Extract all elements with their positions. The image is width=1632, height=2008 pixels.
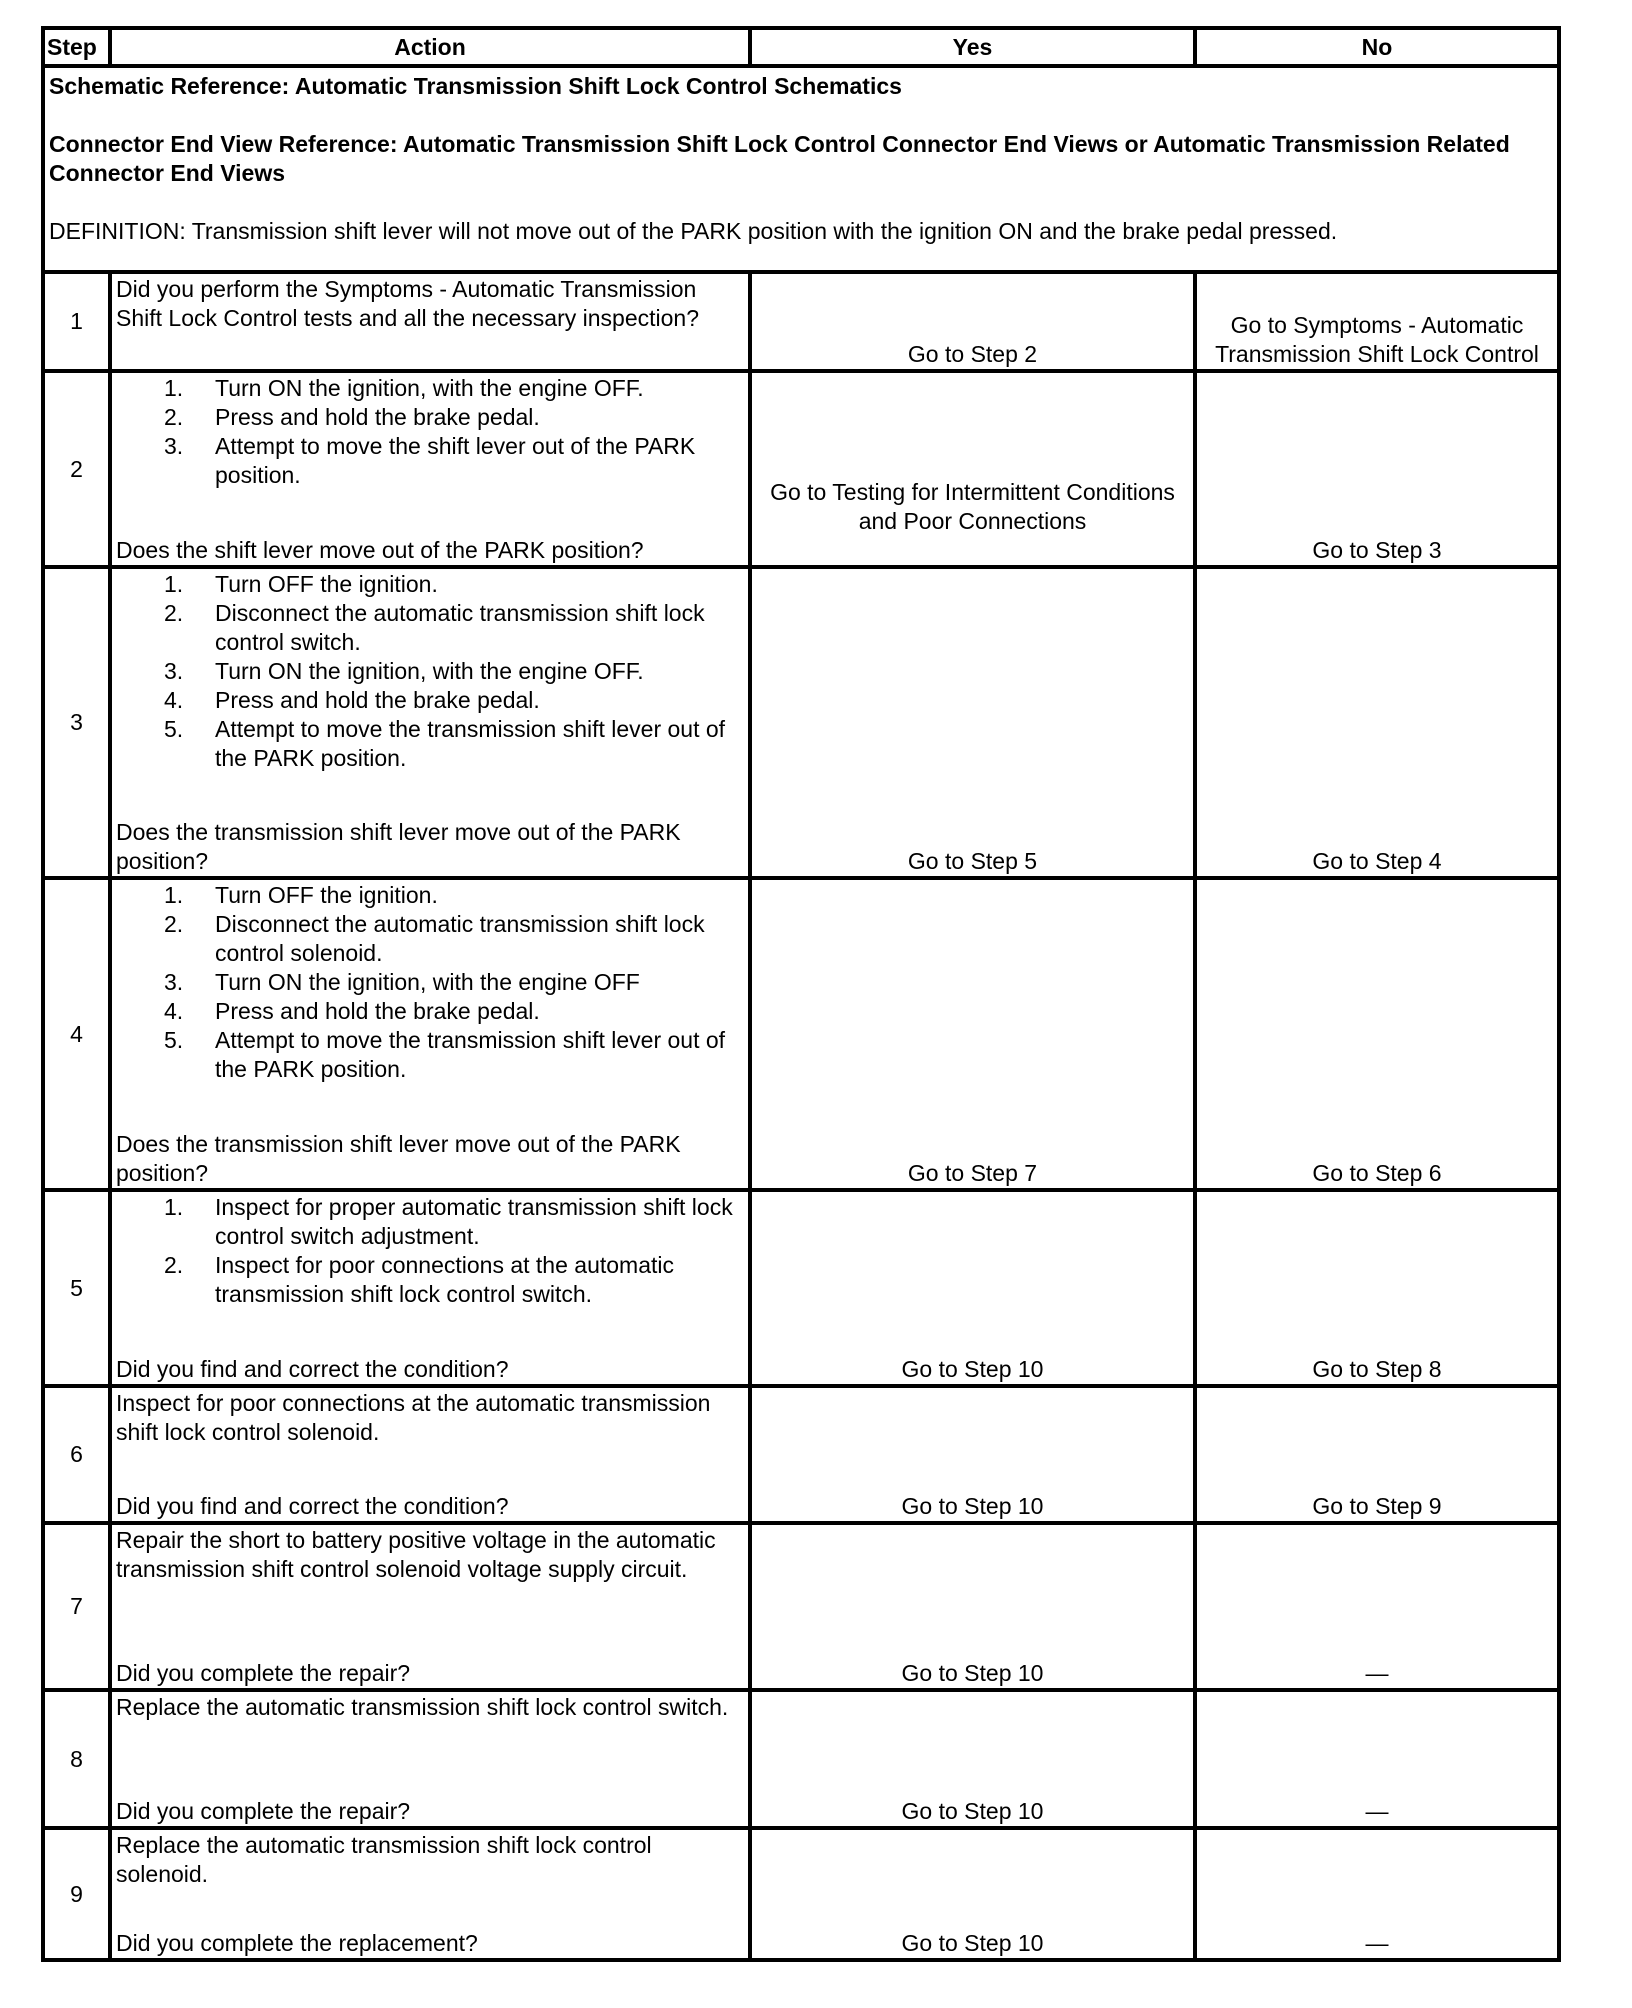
schematic-reference: Schematic Reference: Automatic Transmission Shift Lock Control Schematics: [49, 73, 902, 99]
step-row: [43, 1190, 1559, 1386]
step-number: 6: [43, 1386, 110, 1523]
action-list-item: [116, 1193, 744, 1251]
action-intro: Repair the short to battery positive voltage in the automatic transmission shift control solenoid voltage supply circuit.: [116, 1527, 716, 1582]
list-number: 2.: [164, 600, 184, 626]
action-instructions: [116, 1389, 744, 1447]
list-text: Turn OFF the ignition.: [215, 882, 438, 908]
no-result: Go to Step 9: [1195, 1386, 1559, 1523]
list-number: 5.: [164, 1027, 184, 1053]
list-number: 3.: [164, 969, 184, 995]
yes-result: Go to Step 10: [750, 1690, 1195, 1828]
action-content: [116, 1389, 744, 1521]
yes-result: Go to Step 10: [750, 1523, 1195, 1690]
action-cell: [110, 1386, 750, 1523]
action-list-item: [116, 910, 744, 968]
header-no: No: [1195, 28, 1559, 66]
action-instructions: [116, 1193, 744, 1309]
action-question: Did you complete the replacement?: [116, 1930, 478, 1956]
action-cell: [110, 1690, 750, 1828]
definition: DEFINITION: Transmission shift lever will not move out of the PARK position with the ignition ON and the brake pedal pressed.: [49, 218, 1338, 244]
action-list-item: [116, 881, 744, 910]
step-number: 2: [43, 371, 110, 567]
step-row: [43, 371, 1559, 567]
action-cell: [110, 1190, 750, 1386]
list-number: 1.: [164, 375, 184, 401]
header-yes: Yes: [750, 28, 1195, 66]
header-row: [43, 28, 1559, 66]
yes-result: Go to Step 10: [750, 1386, 1195, 1523]
action-content: [116, 881, 744, 1188]
step-number: 1: [43, 272, 110, 371]
reference-cell: [43, 66, 1559, 272]
list-text: Press and hold the brake pedal.: [215, 404, 540, 430]
list-text: Turn ON the ignition, with the engine OFF.: [215, 658, 644, 684]
action-list-item: [116, 686, 744, 715]
action-question: Did you complete the repair?: [116, 1798, 411, 1824]
action-list-item: [116, 1026, 744, 1084]
list-number: 4.: [164, 687, 184, 713]
list-text: Press and hold the brake pedal.: [215, 998, 540, 1024]
step-number: 9: [43, 1828, 110, 1960]
action-cell: [110, 878, 750, 1190]
action-intro: Replace the automatic transmission shift lock control switch.: [116, 1694, 729, 1720]
action-cell: [110, 371, 750, 567]
action-instructions: [116, 881, 744, 1084]
action-instructions: [116, 1526, 744, 1584]
action-instructions: [116, 374, 744, 490]
action-list: [116, 881, 744, 1084]
no-result: —: [1195, 1523, 1559, 1690]
step-number: 8: [43, 1690, 110, 1828]
yes-result: Go to Step 2: [750, 272, 1195, 371]
yes-result: Go to Testing for Intermittent Conditions and Poor Connections: [750, 371, 1195, 567]
step-number: 7: [43, 1523, 110, 1690]
action-content: [116, 275, 744, 369]
no-result: Go to Step 6: [1195, 878, 1559, 1190]
list-text: Turn OFF the ignition.: [215, 571, 438, 597]
list-text: Inspect for poor connections at the automatic transmission shift lock control switch.: [215, 1252, 674, 1307]
action-content: [116, 1193, 744, 1384]
list-text: Inspect for proper automatic transmission shift lock control switch adjustment.: [215, 1194, 733, 1249]
action-cell: [110, 1828, 750, 1960]
action-list-item: [116, 570, 744, 599]
yes-result: Go to Step 10: [750, 1190, 1195, 1386]
no-result: —: [1195, 1690, 1559, 1828]
action-cell: [110, 272, 750, 371]
step-number: 3: [43, 567, 110, 878]
step-number: 5: [43, 1190, 110, 1386]
action-list-item: [116, 403, 744, 432]
list-number: 2.: [164, 404, 184, 430]
no-result: Go to Step 4: [1195, 567, 1559, 878]
step-row: [43, 1828, 1559, 1960]
list-text: Press and hold the brake pedal.: [215, 687, 540, 713]
action-content: [116, 1831, 744, 1958]
diagnostic-table: [41, 26, 1561, 1962]
action-instructions: [116, 570, 744, 773]
list-text: Attempt to move the shift lever out of the PARK position.: [215, 433, 696, 488]
list-text: Turn ON the ignition, with the engine OFF.: [215, 375, 644, 401]
no-result: Go to Symptoms - Automatic Transmission Shift Lock Control: [1195, 272, 1559, 371]
action-question: Did you find and correct the condition?: [116, 1493, 509, 1519]
yes-result: Go to Step 5: [750, 567, 1195, 878]
step-number: 4: [43, 878, 110, 1190]
list-number: 5.: [164, 716, 184, 742]
action-list-item: [116, 374, 744, 403]
action-list-item: [116, 657, 744, 686]
action-question: Did you find and correct the condition?: [116, 1356, 509, 1382]
no-result: —: [1195, 1828, 1559, 1960]
list-text: Disconnect the automatic transmission shift lock control solenoid.: [215, 911, 705, 966]
action-instructions: [116, 1693, 744, 1722]
list-number: 3.: [164, 433, 184, 459]
action-intro: Inspect for poor connections at the automatic transmission shift lock control solenoid.: [116, 1390, 711, 1445]
list-number: 3.: [164, 658, 184, 684]
action-question: Does the shift lever move out of the PARK position?: [116, 537, 644, 563]
action-list: [116, 374, 744, 490]
action-list-item: [116, 997, 744, 1026]
step-row: [43, 1690, 1559, 1828]
action-instructions: [116, 275, 744, 333]
step-row: [43, 878, 1559, 1190]
action-question: Did you complete the repair?: [116, 1660, 411, 1686]
action-question: Does the transmission shift lever move out of the PARK position?: [116, 819, 681, 874]
action-question: Does the transmission shift lever move out of the PARK position?: [116, 1131, 681, 1186]
action-cell: [110, 1523, 750, 1690]
action-list-item: [116, 1251, 744, 1309]
list-number: 2.: [164, 1252, 184, 1278]
yes-result: Go to Step 10: [750, 1828, 1195, 1960]
reference-row: [43, 66, 1559, 272]
no-result: Go to Step 8: [1195, 1190, 1559, 1386]
action-content: [116, 1526, 744, 1688]
action-list-item: [116, 968, 744, 997]
list-text: Attempt to move the transmission shift lever out of the PARK position.: [215, 1027, 726, 1082]
step-row: [43, 272, 1559, 371]
action-content: [116, 570, 744, 876]
step-row: [43, 1523, 1559, 1690]
action-intro: Did you perform the Symptoms - Automatic Transmission Shift Lock Control tests and all the necessary inspection?: [116, 276, 699, 331]
list-text: Turn ON the ignition, with the engine OFF: [215, 969, 640, 995]
step-row: [43, 1386, 1559, 1523]
header-step: Step: [43, 28, 110, 66]
action-intro: Replace the automatic transmission shift lock control solenoid.: [116, 1832, 652, 1887]
step-row: [43, 567, 1559, 878]
list-text: Attempt to move the transmission shift lever out of the PARK position.: [215, 716, 726, 771]
connector-reference: Connector End View Reference: Automatic Transmission Shift Lock Control Connector End Views or Automatic Transmission Related Connector End Views: [49, 131, 1510, 186]
action-content: [116, 1693, 744, 1826]
header-action: Action: [110, 28, 750, 66]
action-list: [116, 1193, 744, 1309]
action-cell: [110, 567, 750, 878]
list-number: 1.: [164, 882, 184, 908]
list-text: Disconnect the automatic transmission shift lock control switch.: [215, 600, 705, 655]
list-number: 1.: [164, 571, 184, 597]
list-number: 4.: [164, 998, 184, 1024]
no-result: Go to Step 3: [1195, 371, 1559, 567]
list-number: 1.: [164, 1194, 184, 1220]
yes-result: Go to Step 7: [750, 878, 1195, 1190]
action-instructions: [116, 1831, 744, 1889]
action-list-item: [116, 599, 744, 657]
action-list: [116, 570, 744, 773]
list-number: 2.: [164, 911, 184, 937]
action-list-item: [116, 715, 744, 773]
action-list-item: [116, 432, 744, 490]
action-content: [116, 374, 744, 565]
